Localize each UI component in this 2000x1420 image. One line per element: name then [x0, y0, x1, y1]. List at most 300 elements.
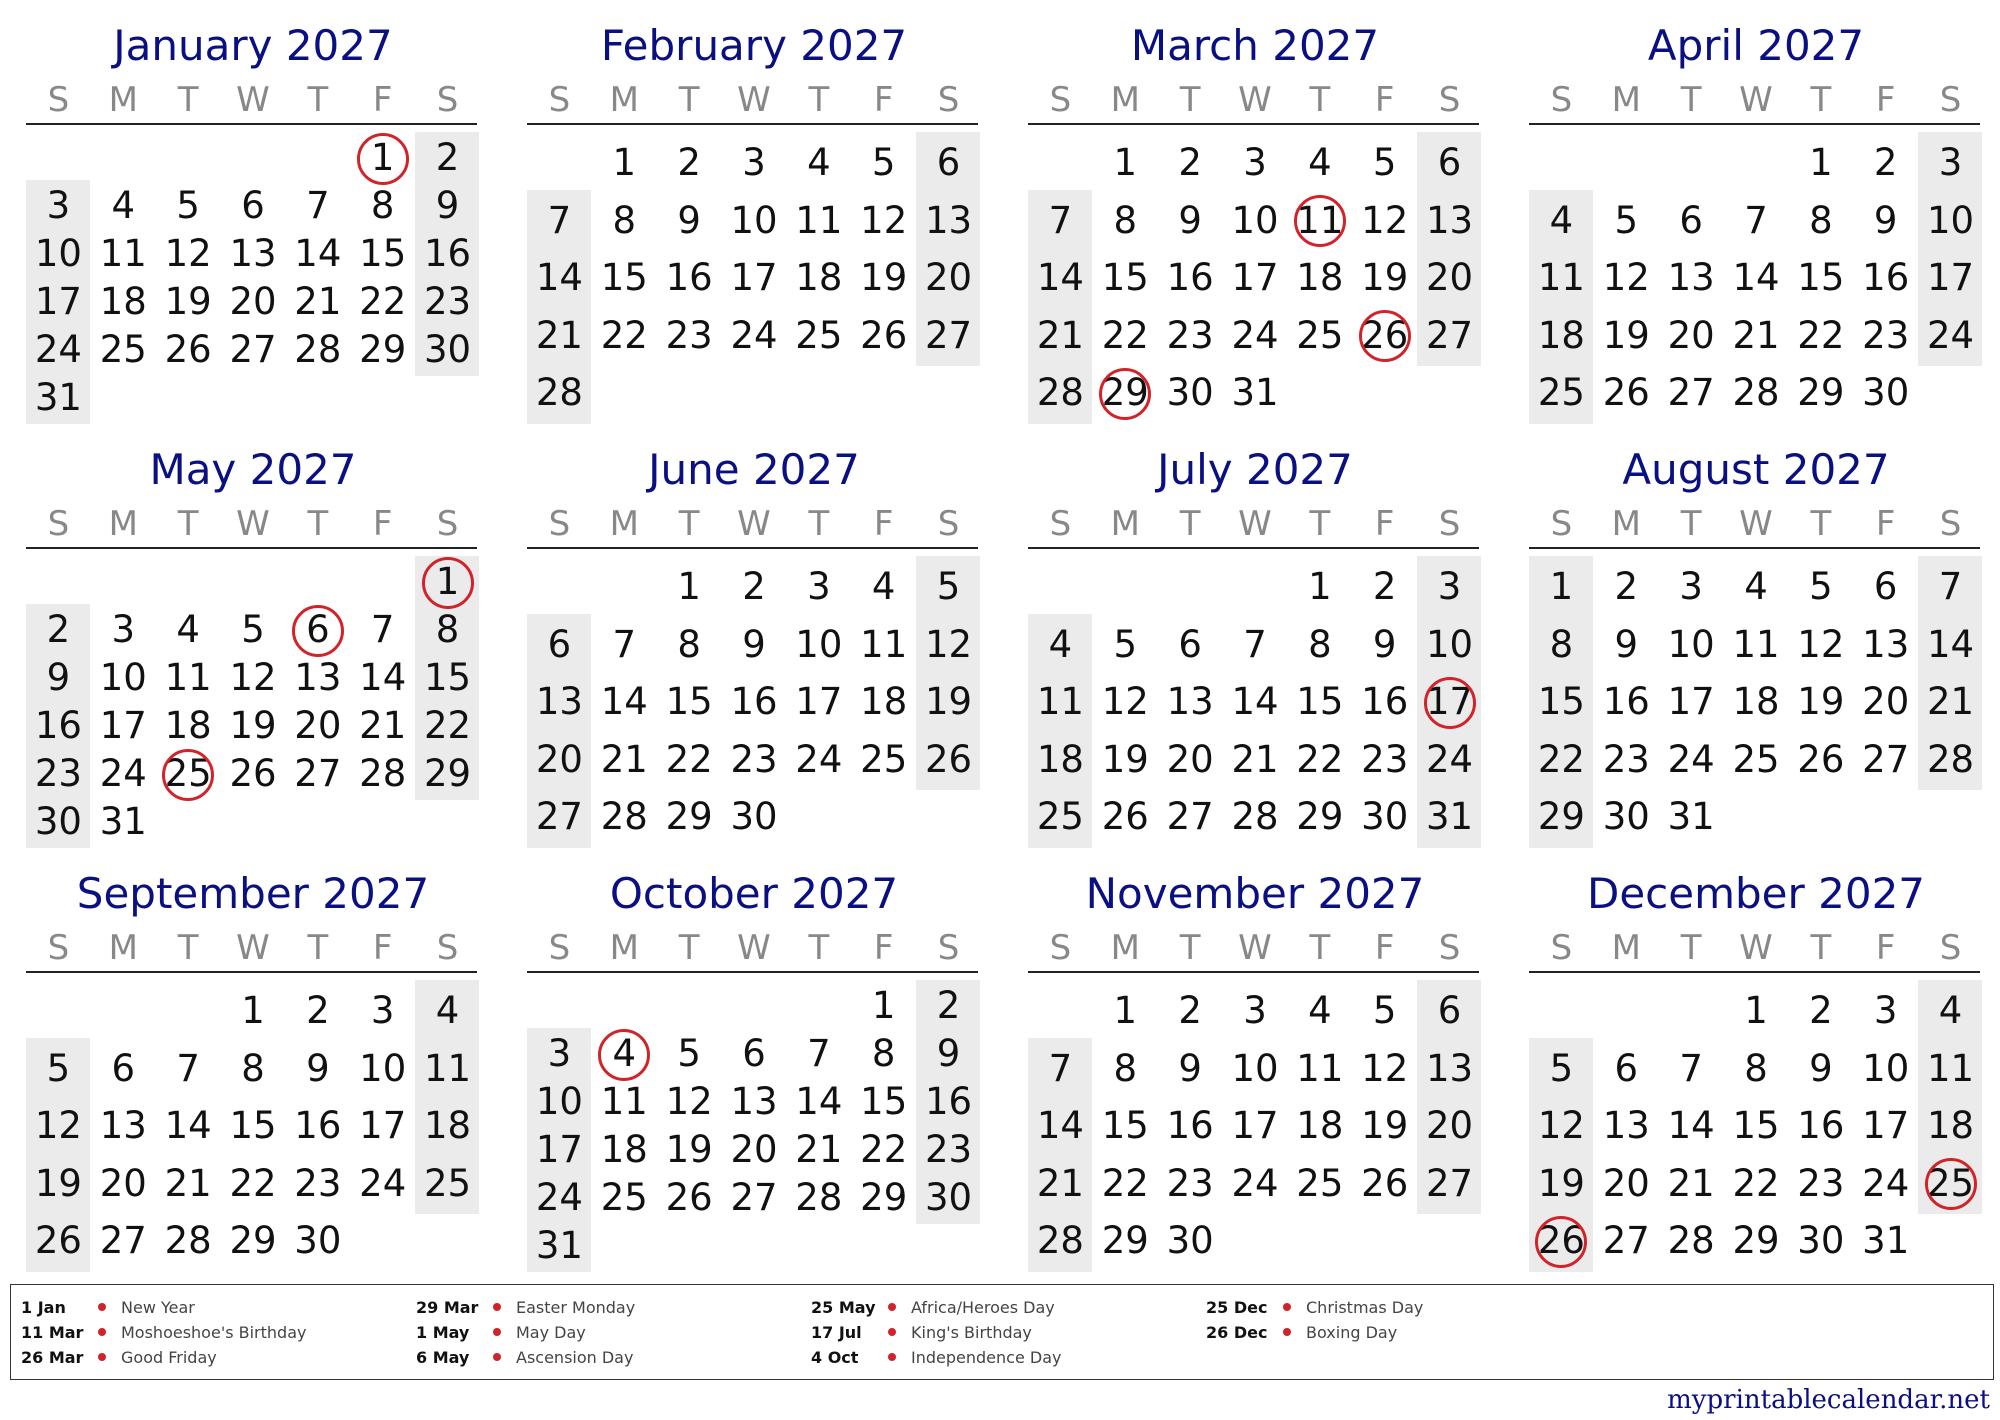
- legend-date: 11 Mar: [21, 1323, 84, 1342]
- day-cell: 12: [925, 622, 973, 666]
- weekday-header: W: [236, 504, 270, 544]
- day-cell: 20: [1426, 1104, 1474, 1147]
- day-cell: 8: [1308, 622, 1332, 666]
- bullet-dot-icon: [888, 1303, 896, 1311]
- day-cell: 1: [1809, 141, 1833, 184]
- day-cell: 14: [164, 1104, 212, 1147]
- weekday-header: M: [1110, 80, 1140, 120]
- day-cell: 27: [1602, 1219, 1650, 1262]
- month-title: May 2027: [149, 445, 357, 494]
- day-cell: 7: [547, 198, 572, 242]
- day-cell: 27: [925, 313, 973, 357]
- day-cell: 4: [1744, 565, 1768, 608]
- day-cell: 24: [34, 328, 82, 371]
- day-cell: 14: [1667, 1104, 1715, 1147]
- day-cell: 3: [46, 184, 71, 227]
- day-cell: 17: [359, 1104, 407, 1147]
- day-cell: 9: [306, 1046, 330, 1090]
- day-cell: 24: [359, 1161, 407, 1205]
- day-cell: 24: [1231, 313, 1279, 357]
- header-divider: [1529, 123, 1980, 125]
- day-cell: 5: [1372, 141, 1397, 184]
- weekday-header: T: [1680, 80, 1702, 120]
- day-cell: 28: [164, 1219, 212, 1262]
- weekday-header: S: [47, 928, 70, 968]
- day-cell: 22: [1101, 1161, 1149, 1205]
- day-cell: 24: [1231, 1161, 1279, 1205]
- day-cell: 12: [1537, 1104, 1585, 1147]
- day-cell: 28: [359, 752, 407, 795]
- weekday-header: W: [737, 80, 771, 120]
- legend-holiday-name: Good Friday: [121, 1348, 217, 1367]
- legend-item: [1196, 1320, 1586, 1345]
- day-cell: 17: [1426, 680, 1474, 723]
- day-cell: 31: [1862, 1219, 1910, 1262]
- day-cell: 9: [1178, 198, 1202, 242]
- day-cell: 20: [535, 737, 583, 781]
- day-cell: 5: [1614, 198, 1639, 242]
- day-cell: 11: [795, 198, 843, 242]
- day-cell: 11: [1296, 1046, 1344, 1090]
- day-cell: 22: [1537, 737, 1585, 781]
- header-divider: [527, 971, 978, 973]
- bullet-dot-icon: [1283, 1303, 1291, 1311]
- day-cell: 14: [1231, 680, 1279, 723]
- day-cell: 27: [1862, 737, 1910, 781]
- day-cell: 22: [1101, 313, 1149, 357]
- day-cell: 1: [1113, 989, 1138, 1032]
- day-cell: 25: [99, 328, 147, 371]
- day-cell: 20: [925, 256, 973, 299]
- weekday-header: S: [436, 504, 459, 544]
- day-cell: 10: [1231, 198, 1279, 242]
- site-credit[interactable]: myprintablecalendar.net: [1667, 1385, 1990, 1415]
- day-cell: 18: [1036, 737, 1084, 781]
- month-title: July 2027: [1157, 445, 1353, 494]
- day-cell: 11: [99, 232, 147, 275]
- day-cell: 25: [1296, 1161, 1344, 1205]
- legend-holiday-name: Africa/Heroes Day: [911, 1298, 1055, 1317]
- weekday-header: W: [1238, 504, 1272, 544]
- day-cell: 15: [860, 1080, 908, 1123]
- day-cell: 11: [1732, 622, 1780, 666]
- day-cell: 23: [34, 752, 82, 795]
- day-cell: 31: [1667, 795, 1715, 838]
- day-cell: 29: [229, 1219, 277, 1262]
- day-cell: 9: [677, 198, 701, 242]
- day-cell: 30: [34, 800, 82, 843]
- holiday-circle-marker: [1535, 1216, 1587, 1268]
- legend-holiday-name: May Day: [516, 1323, 586, 1342]
- weekday-header: W: [1238, 928, 1272, 968]
- weekday-header: W: [236, 928, 270, 968]
- legend-holiday-name: Independence Day: [911, 1348, 1062, 1367]
- day-cell: 30: [1166, 371, 1214, 414]
- weekday-header: W: [1238, 80, 1272, 120]
- day-cell: 9: [1178, 1046, 1202, 1090]
- day-cell: 5: [1549, 1046, 1574, 1090]
- day-cell: 2: [1809, 989, 1833, 1032]
- day-cell: 2: [1372, 565, 1397, 608]
- day-cell: 17: [795, 680, 843, 723]
- day-cell: 26: [925, 737, 973, 781]
- day-cell: 2: [1178, 989, 1202, 1032]
- day-cell: 26: [1797, 737, 1845, 781]
- legend-holiday-name: King's Birthday: [911, 1323, 1032, 1342]
- legend-holiday-name: Ascension Day: [516, 1348, 634, 1367]
- day-cell: 11: [1537, 256, 1585, 299]
- day-cell: 20: [1602, 1161, 1650, 1205]
- day-cell: 5: [677, 1032, 701, 1075]
- header-divider: [1028, 971, 1479, 973]
- day-cell: 28: [535, 371, 583, 414]
- day-cell: 22: [860, 1128, 908, 1171]
- header-divider: [1028, 123, 1479, 125]
- day-cell: 12: [1361, 198, 1409, 242]
- day-cell: 30: [424, 328, 472, 371]
- day-cell: 6: [936, 141, 961, 184]
- day-cell: 10: [1862, 1046, 1910, 1090]
- day-cell: 2: [742, 565, 766, 608]
- weekday-header: S: [1939, 504, 1962, 544]
- day-cell: 26: [34, 1219, 82, 1262]
- legend-date: 4 Oct: [811, 1348, 859, 1367]
- day-cell: 17: [1927, 256, 1975, 299]
- weekday-header: W: [1739, 504, 1773, 544]
- legend-holiday-name: Moshoeshoe's Birthday: [121, 1323, 307, 1342]
- weekday-header-row: [527, 78, 981, 122]
- day-cell: 8: [1549, 622, 1574, 666]
- day-cell: 20: [1667, 313, 1715, 357]
- day-cell: 8: [1744, 1046, 1768, 1090]
- day-cell: 11: [600, 1080, 648, 1123]
- day-cell: 14: [1036, 1104, 1084, 1147]
- legend-date: 29 Mar: [416, 1298, 479, 1317]
- legend-item: [11, 1320, 401, 1345]
- weekday-header: T: [678, 504, 700, 544]
- day-cell: 26: [1101, 795, 1149, 838]
- weekday-header: S: [1550, 928, 1573, 968]
- weekday-header: S: [1438, 504, 1461, 544]
- day-cell: 14: [1927, 622, 1975, 666]
- day-cell: 20: [1166, 737, 1214, 781]
- day-cell: 1: [370, 136, 395, 179]
- day-cell: 16: [1862, 256, 1910, 299]
- day-cell: 28: [1732, 371, 1780, 414]
- day-cell: 3: [1873, 989, 1898, 1032]
- day-cell: 15: [1732, 1104, 1780, 1147]
- day-cell: 17: [99, 704, 147, 747]
- day-cell: 21: [294, 280, 342, 323]
- day-cell: 25: [860, 737, 908, 781]
- holiday-circle-marker: [1424, 677, 1476, 729]
- day-cell: 1: [1308, 565, 1332, 608]
- day-cell: 8: [370, 184, 395, 227]
- day-cell: 3: [742, 141, 766, 184]
- day-cell: 20: [1426, 256, 1474, 299]
- day-cell: 13: [1426, 1046, 1474, 1090]
- day-cell: 17: [1667, 680, 1715, 723]
- legend-date: 1 Jan: [21, 1298, 66, 1317]
- day-cell: 24: [730, 313, 778, 357]
- weekday-header: F: [372, 504, 393, 544]
- day-cell: 6: [742, 1032, 766, 1075]
- day-cell: 19: [1537, 1161, 1585, 1205]
- day-cell: 22: [229, 1161, 277, 1205]
- day-cell: 25: [1296, 313, 1344, 357]
- day-cell: 31: [1426, 795, 1474, 838]
- day-cell: 15: [600, 256, 648, 299]
- legend-item: [1196, 1295, 1586, 1320]
- bullet-dot-icon: [493, 1328, 501, 1336]
- day-cell: 4: [1308, 141, 1332, 184]
- day-cell: 6: [1614, 1046, 1639, 1090]
- day-cell: 15: [1101, 256, 1149, 299]
- day-cell: 13: [294, 656, 342, 699]
- weekday-header-row: [527, 502, 981, 546]
- day-cell: 18: [1732, 680, 1780, 723]
- day-cell: 15: [359, 232, 407, 275]
- holiday-circle-marker: [162, 749, 214, 801]
- day-cell: 21: [1732, 313, 1780, 357]
- day-cell: 5: [176, 184, 200, 227]
- day-cell: 4: [871, 565, 896, 608]
- day-cell: 21: [600, 737, 648, 781]
- bullet-dot-icon: [493, 1353, 501, 1361]
- day-cell: 28: [1927, 737, 1975, 781]
- weekday-header: S: [1438, 80, 1461, 120]
- day-cell: 17: [1231, 1104, 1279, 1147]
- day-cell: 7: [1679, 1046, 1703, 1090]
- day-cell: 29: [1797, 371, 1845, 414]
- legend-holiday-name: New Year: [121, 1298, 195, 1317]
- month-title: August 2027: [1622, 445, 1890, 494]
- weekday-header: S: [1939, 80, 1962, 120]
- day-cell: 7: [807, 1032, 831, 1075]
- weekday-header: S: [1049, 504, 1072, 544]
- day-cell: 17: [535, 1128, 583, 1171]
- day-cell: 29: [1296, 795, 1344, 838]
- day-cell: 10: [99, 656, 147, 699]
- day-cell: 15: [1101, 1104, 1149, 1147]
- day-cell: 29: [860, 1176, 908, 1219]
- day-cell: 5: [1809, 565, 1833, 608]
- holiday-legend: [10, 1284, 1994, 1380]
- day-cell: 12: [229, 656, 277, 699]
- day-cell: 15: [424, 656, 472, 699]
- day-cell: 12: [1797, 622, 1845, 666]
- day-cell: 14: [535, 256, 583, 299]
- day-cell: 4: [176, 608, 200, 651]
- day-cell: 8: [435, 608, 460, 651]
- day-cell: 4: [1938, 989, 1963, 1032]
- day-cell: 16: [1166, 256, 1214, 299]
- weekday-header: T: [678, 80, 700, 120]
- day-cell: 10: [1927, 198, 1975, 242]
- weekday-header: W: [737, 504, 771, 544]
- day-cell: 23: [665, 313, 713, 357]
- day-cell: 28: [1036, 1219, 1084, 1262]
- month-calendar: [26, 442, 480, 862]
- day-cell: 18: [600, 1128, 648, 1171]
- day-cell: 7: [1744, 198, 1768, 242]
- day-cell: 21: [1231, 737, 1279, 781]
- legend-item: [406, 1295, 796, 1320]
- day-cell: 10: [795, 622, 843, 666]
- day-cell: 16: [925, 1080, 973, 1123]
- day-cell: 27: [229, 328, 277, 371]
- legend-item: [801, 1345, 1191, 1370]
- legend-item: [801, 1295, 1191, 1320]
- weekday-header: S: [47, 80, 70, 120]
- day-cell: 8: [612, 198, 637, 242]
- day-cell: 22: [665, 737, 713, 781]
- day-cell: 16: [1361, 680, 1409, 723]
- day-cell: 9: [46, 656, 71, 699]
- day-cell: 17: [1231, 256, 1279, 299]
- day-cell: 6: [306, 608, 330, 651]
- day-cell: 17: [34, 280, 82, 323]
- month-title: January 2027: [113, 21, 393, 70]
- weekday-header: S: [548, 80, 571, 120]
- weekday-header: T: [1810, 928, 1832, 968]
- day-cell: 1: [677, 565, 701, 608]
- weekday-header: M: [1611, 80, 1641, 120]
- day-cell: 2: [435, 136, 460, 179]
- day-cell: 27: [730, 1176, 778, 1219]
- day-cell: 25: [1927, 1161, 1975, 1205]
- day-cell: 25: [600, 1176, 648, 1219]
- day-cell: 5: [46, 1046, 71, 1090]
- weekday-header: F: [1875, 928, 1896, 968]
- day-cell: 12: [34, 1104, 82, 1147]
- day-cell: 26: [1537, 1219, 1585, 1262]
- weekday-header: F: [873, 928, 894, 968]
- weekday-header: S: [1438, 928, 1461, 968]
- day-cell: 11: [1296, 198, 1344, 242]
- day-cell: 16: [730, 680, 778, 723]
- legend-column: [1196, 1295, 1586, 1345]
- day-cell: 25: [795, 313, 843, 357]
- day-cell: 3: [547, 1032, 572, 1075]
- day-cell: 7: [1048, 1046, 1073, 1090]
- day-cell: 8: [241, 1046, 265, 1090]
- day-cell: 29: [665, 795, 713, 838]
- day-cell: 8: [1113, 198, 1138, 242]
- day-cell: 6: [1178, 622, 1202, 666]
- day-cell: 31: [99, 800, 147, 843]
- month-calendar: [1529, 18, 1983, 438]
- weekday-header: M: [1110, 504, 1140, 544]
- weekday-header: T: [808, 80, 830, 120]
- day-cell: 30: [1797, 1219, 1845, 1262]
- legend-date: 25 May: [811, 1298, 876, 1317]
- day-cell: 27: [1426, 313, 1474, 357]
- bullet-dot-icon: [1283, 1328, 1291, 1336]
- weekday-header: S: [1550, 504, 1573, 544]
- day-cell: 31: [34, 376, 82, 419]
- legend-date: 26 Dec: [1206, 1323, 1268, 1342]
- day-cell: 12: [1101, 680, 1149, 723]
- day-cell: 28: [600, 795, 648, 838]
- day-cell: 30: [294, 1219, 342, 1262]
- day-cell: 24: [535, 1176, 583, 1219]
- weekday-header: W: [1739, 80, 1773, 120]
- weekday-header: T: [1309, 80, 1331, 120]
- legend-column: [11, 1295, 401, 1370]
- day-cell: 10: [359, 1046, 407, 1090]
- month-calendar: [1028, 18, 1482, 438]
- weekday-header: T: [307, 504, 329, 544]
- day-cell: 30: [1361, 795, 1409, 838]
- weekday-header: T: [1680, 504, 1702, 544]
- day-cell: 1: [1113, 141, 1138, 184]
- day-cell: 16: [665, 256, 713, 299]
- day-cell: 10: [1667, 622, 1715, 666]
- weekday-header: W: [1739, 928, 1773, 968]
- day-cell: 19: [1361, 1104, 1409, 1147]
- weekday-header: T: [1309, 928, 1331, 968]
- day-cell: 20: [229, 280, 277, 323]
- day-cell: 4: [612, 1032, 637, 1075]
- day-cell: 13: [1166, 680, 1214, 723]
- day-cell: 13: [99, 1104, 147, 1147]
- day-cell: 18: [795, 256, 843, 299]
- day-cell: 5: [1372, 989, 1397, 1032]
- weekday-header: S: [937, 928, 960, 968]
- day-cell: 7: [370, 608, 395, 651]
- weekday-header: S: [548, 504, 571, 544]
- day-cell: 9: [1873, 198, 1898, 242]
- legend-date: 17 Jul: [811, 1323, 862, 1342]
- day-cell: 21: [1667, 1161, 1715, 1205]
- day-cell: 26: [665, 1176, 713, 1219]
- weekday-header-row: [26, 926, 480, 970]
- weekday-header: S: [1049, 80, 1072, 120]
- day-cell: 25: [1537, 371, 1585, 414]
- day-cell: 1: [871, 984, 896, 1027]
- day-cell: 15: [1797, 256, 1845, 299]
- day-cell: 19: [925, 680, 973, 723]
- weekday-header: T: [307, 80, 329, 120]
- day-cell: 16: [294, 1104, 342, 1147]
- day-cell: 3: [1437, 565, 1462, 608]
- day-cell: 21: [164, 1161, 212, 1205]
- day-cell: 28: [1667, 1219, 1715, 1262]
- weekday-header: M: [108, 928, 138, 968]
- weekday-header-row: [1028, 78, 1482, 122]
- weekday-header: T: [1179, 80, 1201, 120]
- day-cell: 4: [807, 141, 831, 184]
- day-cell: 29: [1537, 795, 1585, 838]
- weekday-header: S: [937, 80, 960, 120]
- legend-date: 26 Mar: [21, 1348, 84, 1367]
- day-cell: 15: [665, 680, 713, 723]
- day-cell: 11: [1036, 680, 1084, 723]
- weekday-header: M: [609, 928, 639, 968]
- day-cell: 16: [34, 704, 82, 747]
- day-cell: 30: [1166, 1219, 1214, 1262]
- day-cell: 30: [730, 795, 778, 838]
- day-cell: 2: [1178, 141, 1202, 184]
- day-cell: 13: [730, 1080, 778, 1123]
- day-cell: 6: [241, 184, 265, 227]
- weekday-header: M: [108, 504, 138, 544]
- header-divider: [1028, 547, 1479, 549]
- holiday-circle-marker: [422, 557, 474, 609]
- day-cell: 25: [1036, 795, 1084, 838]
- day-cell: 25: [424, 1161, 472, 1205]
